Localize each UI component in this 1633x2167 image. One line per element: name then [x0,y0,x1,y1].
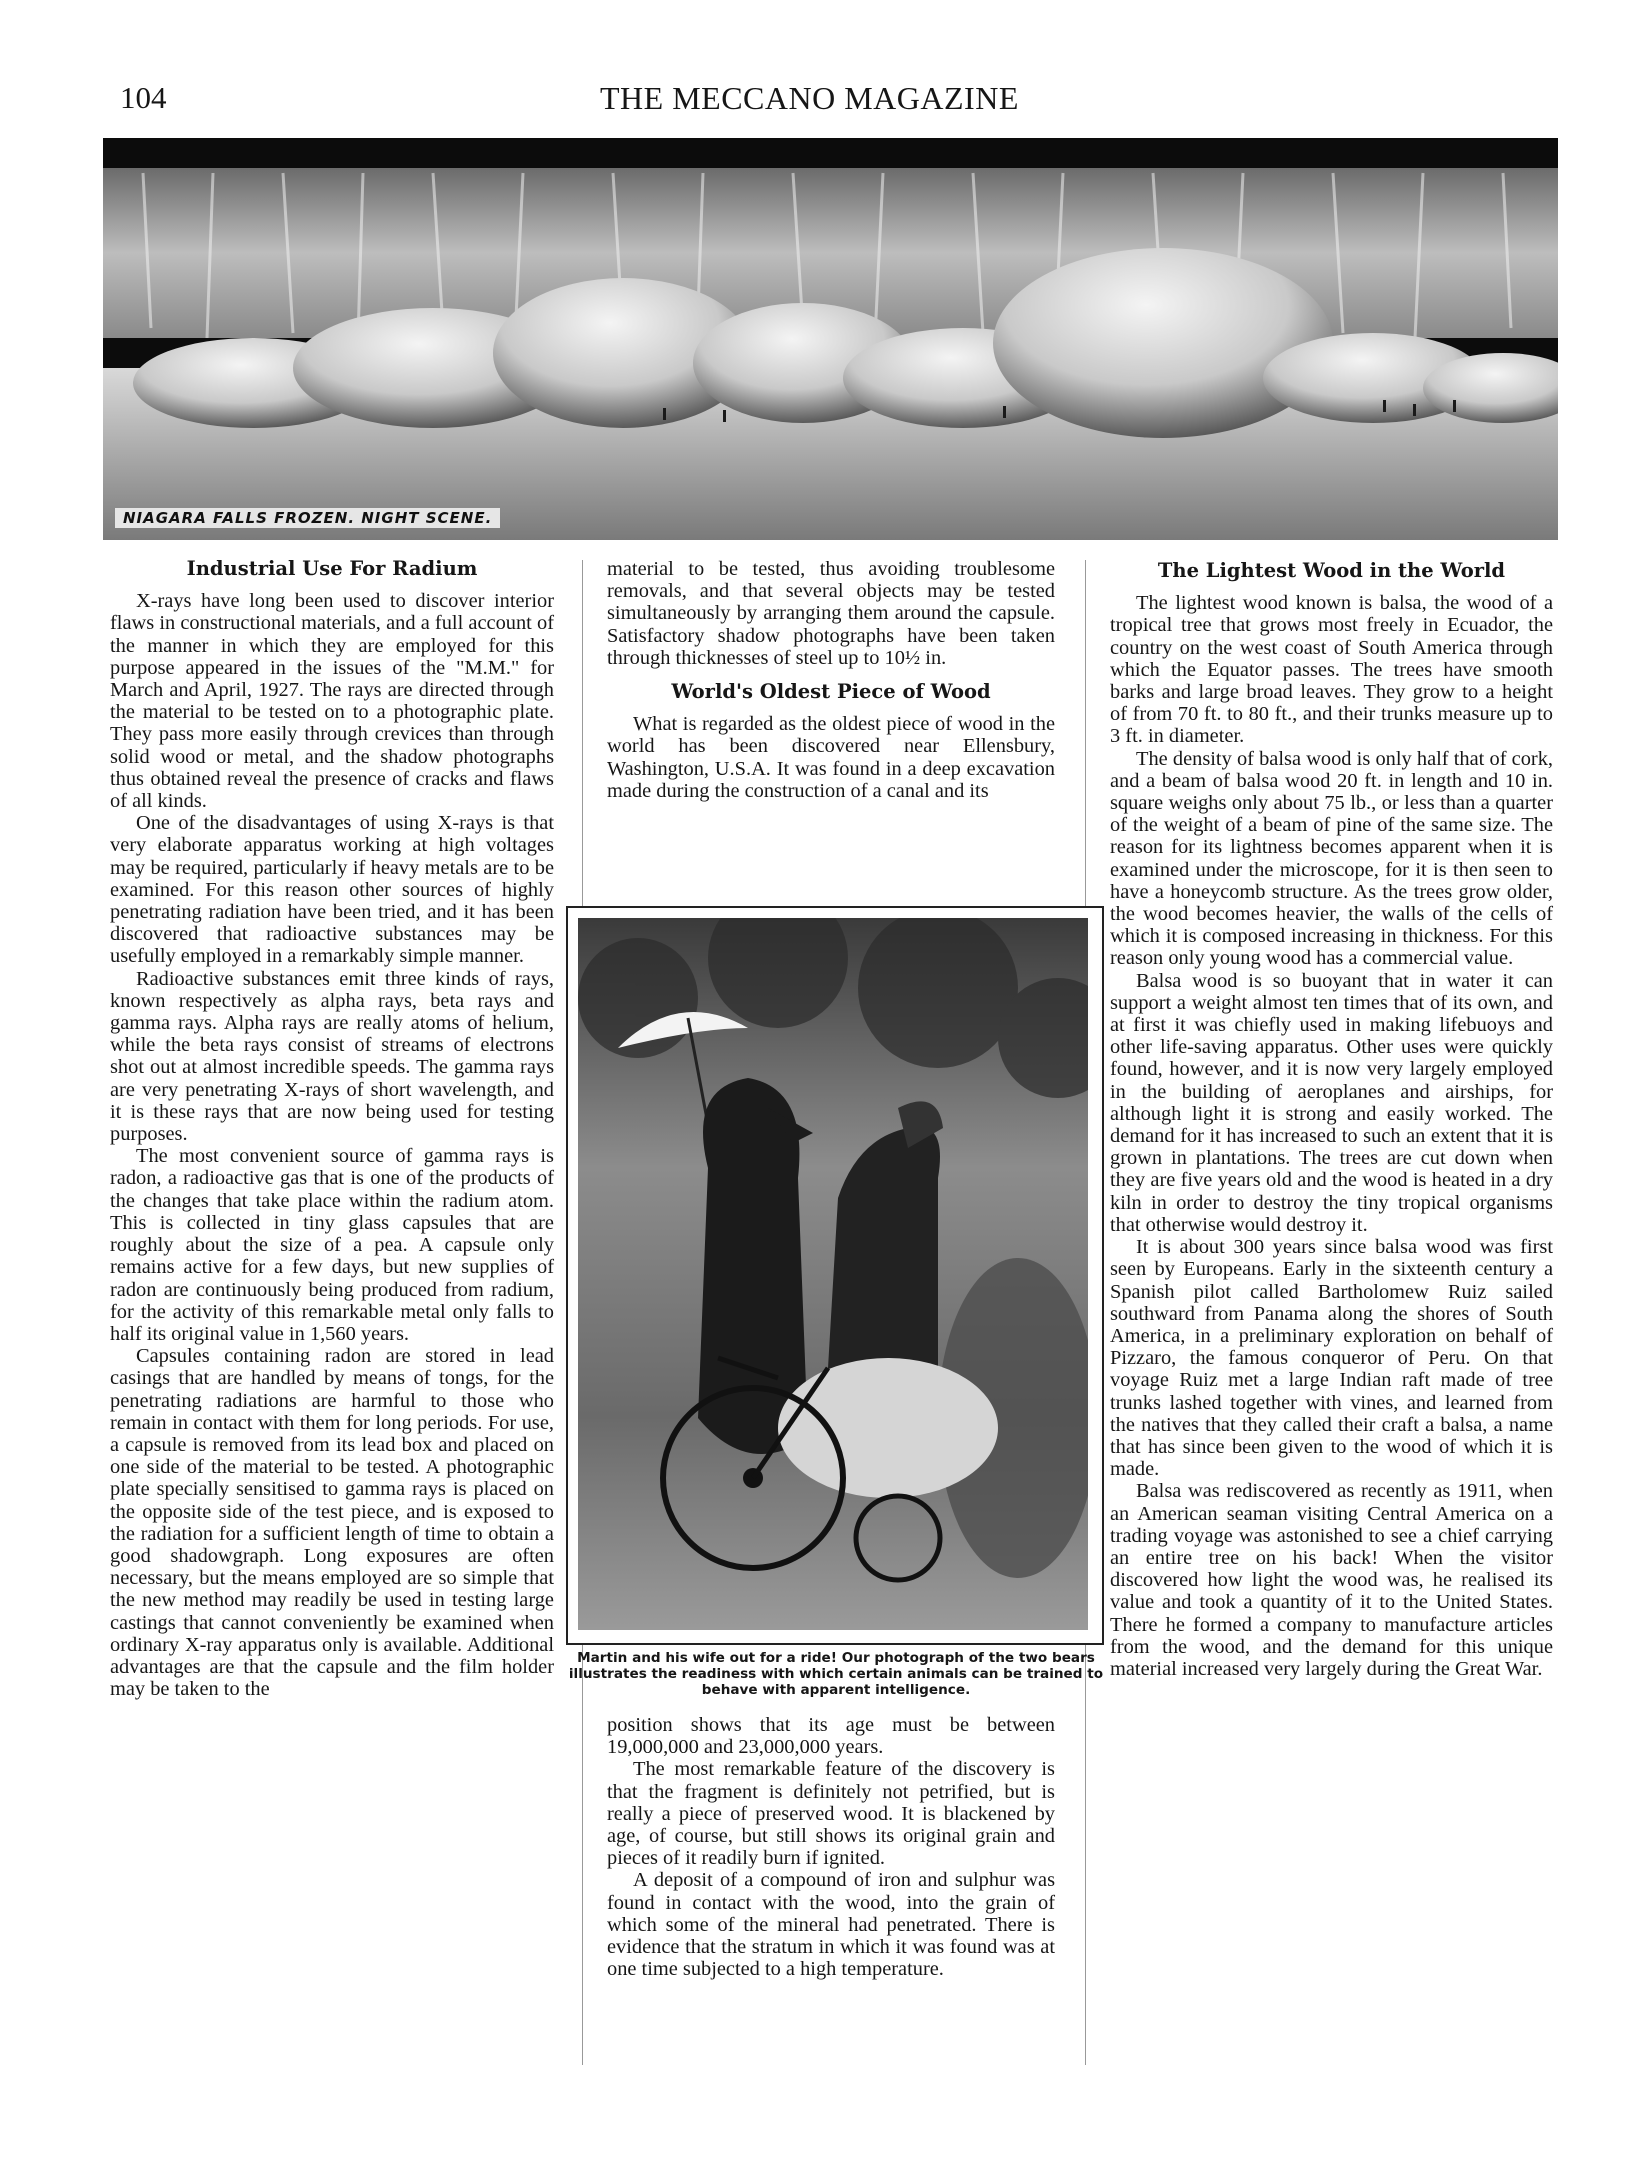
paragraph: It is about 300 years since balsa wood was first seen by Europeans. Early in the sixteenth century a Spanish pilot called Bartholomew Ruiz sailed southward from Panama along the shores of South America, in a preliminary exploration on behalf of Pizzaro, the famous conqueror of Peru. On that voyage Ruiz met a large Indian raft made of tree trunks lashed together with vines, and learned from the natives that they called their craft a balsa, a name that has since been given to the wood of which it is made. [1110,1236,1553,1481]
middle-column-bottom [607,1714,1055,1980]
article-heading: World's Oldest Piece of Wood [671,680,991,704]
paragraph: A deposit of a compound of iron and sulphur was found in contact with the wood, into the grain of which some of the mineral had penetrated. There is evidence that the stratum in which it was found was at one time subjected to a high temperature. [607,1869,1055,1981]
article-balsa [1110,560,1553,1680]
bears-on-tricycle-image [578,918,1088,1630]
paragraph: The density of balsa wood is only half that of cork, and a beam of balsa wood 20 ft. in length and 10 in. square weighs only about 75 lb., or less than a quarter of the weight of a beam of pine of the same size. The reason for its lightness becomes apparent when it is examined under the microscope, for it is then seen to have a honeycomb structure. As the trees grow older, the wood becomes heavier, the walls of the cells of which it is composed increasing in thickness. For this reason only young wood has a commercial value. [1110,747,1553,970]
paragraph: Balsa was rediscovered as recently as 1911, when an American seaman visiting Central America on a trading voyage was astonished to see a chief carrying an entire tree on his back! When the visitor discovered how light the wood was, he realised its value and took a quantity of it to the United States. There he formed a company to manufacture articles from the wood, and the demand for this unique material increased very largely during the Great War. [1110,1480,1553,1680]
frozen-falls-illustration [103,138,1558,540]
bears-photograph [566,906,1104,1645]
article-radium [110,558,554,1700]
paragraph: Radioactive substances emit three kinds of rays, known respectively as alpha rays, beta rays and gamma rays. Alpha rays are really atoms of helium, while the beta rays consist of streams of electrons shot out at almost incredible speeds. The gamma rays are very penetrating X-rays of short wavelength, and it is these rays that are now being used for testing purposes. [110,967,554,1146]
paragraph: material to be tested, thus avoiding troublesome removals, and that several objects may be tested simultaneously by arranging them around the capsule. Satisfactory shadow photographs have been taken through thicknesses of steel up to 10½ in. [607,558,1055,669]
paragraph: The most remarkable feature of the discovery is that the fragment is definitely not petrified, but is really a piece of preserved wood. It is blackened by age, of course, but still shows its original grain and pieces of it readily burn if ignited. [607,1758,1055,1870]
page-number: 104 [120,80,167,115]
paragraph: The lightest wood known is balsa, the wood of a tropical tree that grows most freely in Ecuador, the country on the west coast of South America through which the Equator passes. The trees have smooth barks and large broad leaves. They grow to a height of from 70 ft. to 80 ft., and their trunks measure up to 3 ft. in diameter. [1110,592,1553,748]
banner-caption: NIAGARA FALLS FROZEN. NIGHT SCENE. [115,508,500,528]
banner-illustration [103,138,1558,540]
paragraph: Balsa wood is so buoyant that in water it can support a weight almost ten times that of its own, and at first it was chiefly used in making lifebuoys and other life-saving apparatus. Other uses were quickly found, however, and it is now very largely employed in the building of aeroplanes and airships, for although light it is strong and easily worked. The demand for it has increased to such an extent that it is grown in plantations. The trees are cut down when they are five years old and the wood is heated in a dry kiln in order to destroy the tiny tropical organisms that otherwise would destroy it. [1110,969,1553,1236]
paragraph: position shows that its age must be between 19,000,000 and 23,000,000 years. [607,1714,1055,1759]
paragraph: What is regarded as the oldest piece of wood in the world has been discovered near Ellensbury, Washington, U.S.A. It was found in a deep excavation made during the construction of a canal and its [607,713,1055,802]
paragraph: X-rays have long been used to discover interior flaws in constructional materials, and a full account of the manner in which they are employed for this purpose appeared in the issues of the "M.M." for March and April, 1927. The rays are directed through the material to be tested on to a photographic plate. They pass more easily through crevices than through solid wood or metal, and the shadow photographs thus obtained reveal the presence of cracks and flaws of all kinds. [110,590,554,813]
photo-caption: Martin and his wife out for a ride! Our photograph of the two bears illustrates the readiness with which certain animals can be trained to behave with apparent intelligence. [568,1650,1104,1698]
paragraph: One of the disadvantages of using X-rays is that very elaborate apparatus working at high voltages may be required, particularly if heavy metals are to be examined. For this reason other sources of highly penetrating radiation have been tried, and it has been discovered that radioactive substances may be usefully employed in a remarkably simple manner. [110,812,554,968]
paragraph: The most convenient source of gamma rays is radon, a radioactive gas that is one of the products of the changes that take place within the radium atom. This is collected in tiny glass capsules that are roughly about the size of a pea. A capsule only remains active for a few days, but new supplies of radon are continuously being produced from radium, for the activity of this remarkable metal only falls to half its original value in 1,560 years. [110,1145,554,1345]
middle-column-top [607,558,1055,802]
article-heading: Industrial Use For Radium [186,557,478,580]
article-heading: The Lightest Wood in the World [1157,559,1506,582]
paragraph: Capsules containing radon are stored in lead casings that are handled by means of tongs, for the penetrating radiations are harmful to those who remain in contact with them for long periods. For use, a capsule is removed from its lead box and placed on one side of the material to be tested. A photographic plate specially sensitised to gamma rays is placed on the opposite side of the test piece, and is exposed to the radiation for a sufficient length of time to obtain a good shadowgraph. Long exposures are often necessary, but the means employed are so simple that the new method may readily be used in testing large castings that cannot conveniently be examined when ordinary X-ray apparatus only is available. Additional advantages are that the capsule and the film holder may be taken to the [110,1345,554,1701]
magazine-title: THE MECCANO MAGAZINE [600,80,1019,116]
